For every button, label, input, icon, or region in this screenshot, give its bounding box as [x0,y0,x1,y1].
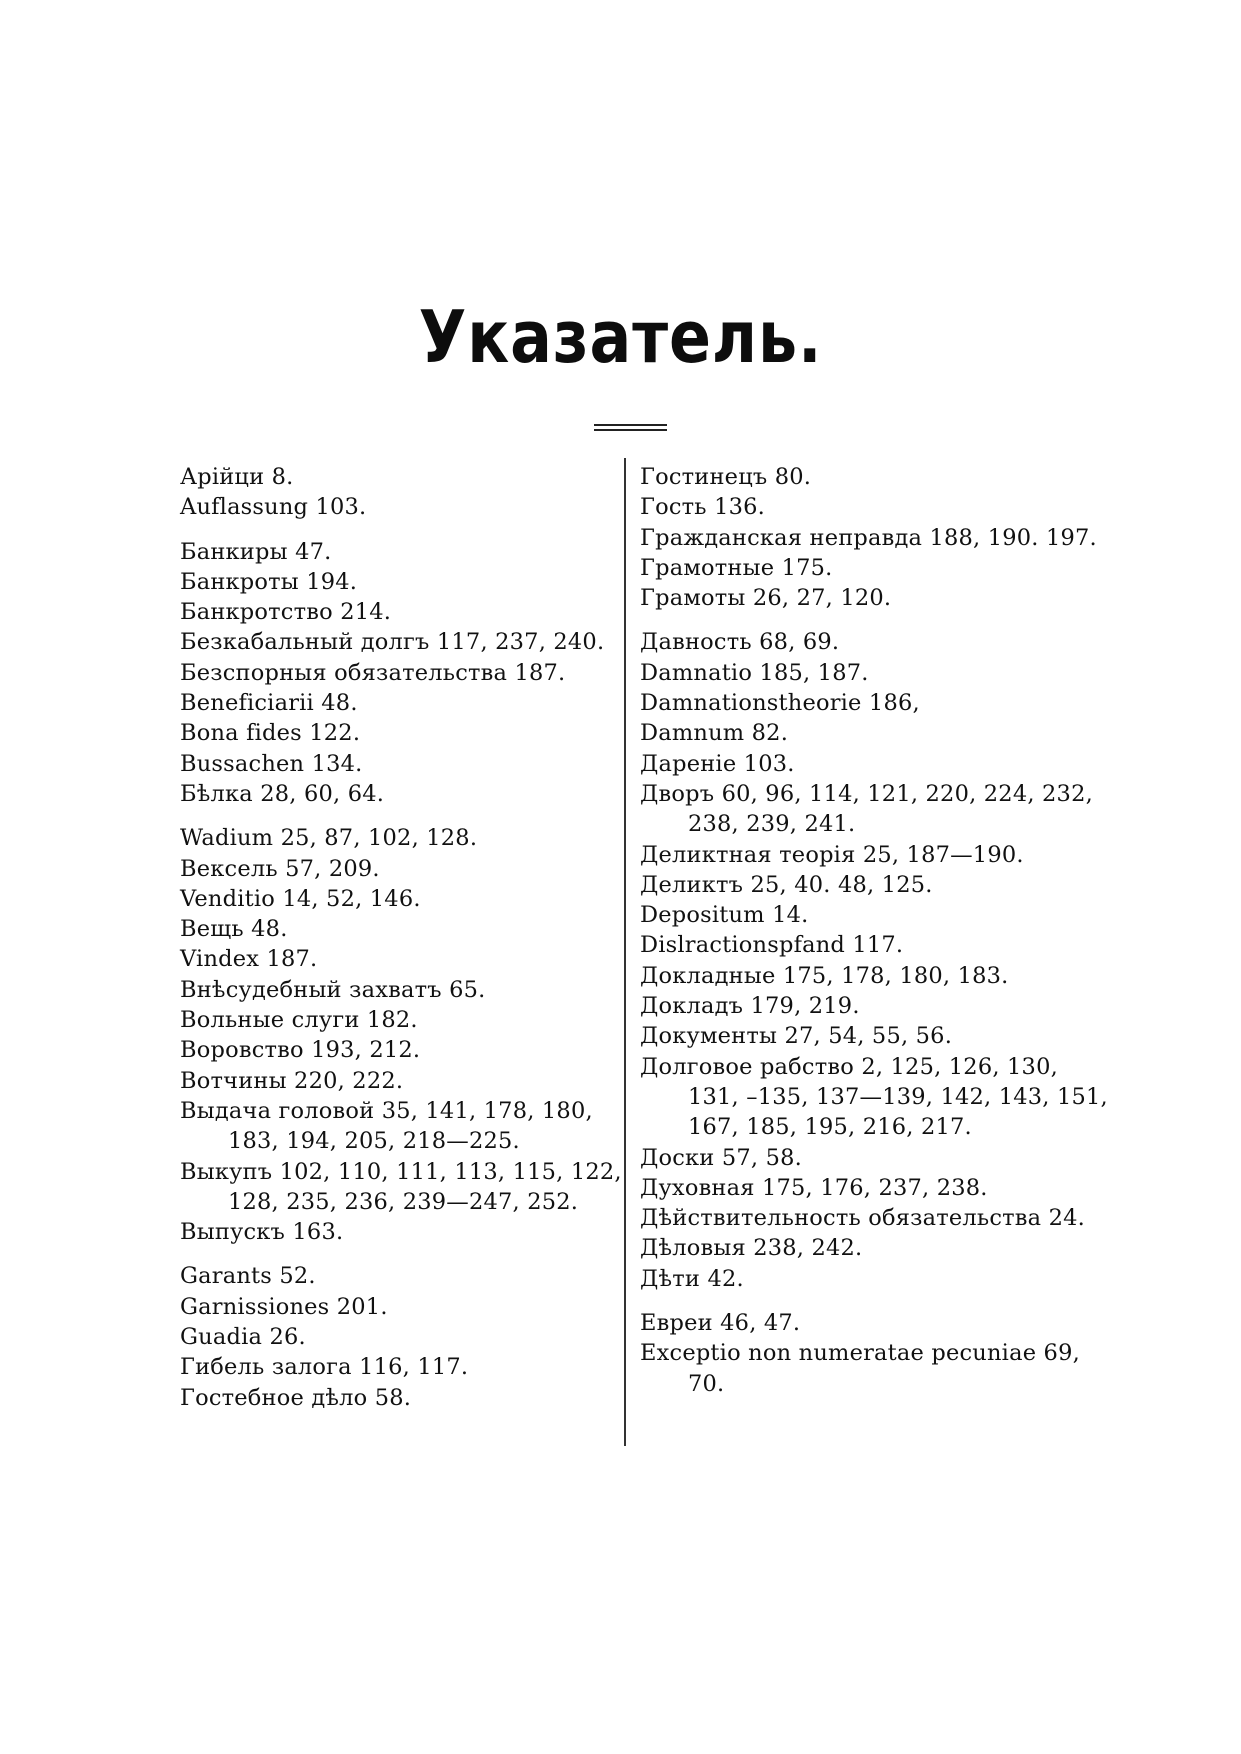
index-entry [180,567,620,597]
index-entry-text: Дѣти 42. [640,1265,744,1292]
index-entry [180,914,620,944]
index-entry-text: Гостинецъ 80. [640,464,812,490]
index-entry [180,1157,620,1218]
index-entry [180,823,620,853]
index-entry-text: Damnum 82. [640,720,789,747]
index-entry-text: Давность 68, 69. [640,629,840,656]
index-entry [640,840,1080,870]
index-entry [180,627,620,657]
index-entry-text: Дворъ 60, 96, 114, 121, 220, 224, 232, [640,780,1093,807]
index-entry [640,688,1080,718]
index-entry [640,1052,1108,1143]
index-entry [180,1261,620,1291]
index-entry-text: Выдача головой 35, 141, 178, 180, [180,1097,593,1124]
index-entry [180,1035,620,1065]
index-entry-text: Доски 57, 58. [640,1144,802,1171]
index-entry-text: Гостебное дѣло 58. [180,1384,412,1411]
index-entry [180,975,620,1005]
title-rule [594,424,667,431]
index-entry [180,1352,620,1382]
index-entry-text: Garnissiones 201. [180,1293,388,1320]
index-entry-text: Dislractionspfand 117. [640,932,904,959]
index-entry [180,944,620,974]
index-entry [180,1005,620,1035]
index-entry-text: Грамоты 26, 27, 120. [640,585,892,612]
index-entry-continuation: 183, 194, 205, 218—225. [228,1128,520,1155]
index-entry-text: Банкиры 47. [180,538,332,565]
index-entry [640,779,1093,840]
index-entry-text: Guadia 26. [180,1324,306,1351]
index-entry-text: Beneficiarii 48. [180,690,358,717]
index-entry-text: Безспорныя обязательства 187. [180,659,566,686]
index-column-left [180,462,620,1427]
index-entry [640,1233,1080,1263]
index-entry-text: Докладные 175, 178, 180, 183. [640,962,1009,989]
index-entry-text: Дареніе 103. [640,750,795,777]
index-entry-continuation: 131, –135, 137—139, 142, 143, 151, [688,1083,1108,1110]
index-entry-text: Деликтъ 25, 40. 48, 125. [640,871,933,898]
index-entry-text: Depositum 14. [640,902,809,929]
index-entry [180,1066,620,1096]
index-entry [640,658,1080,688]
index-group [640,627,1108,1294]
index-entry-continuation: 128, 235, 236, 239—247, 252. [228,1188,579,1215]
index-entry [640,1173,1080,1203]
index-entry-text: Exceptio non numeratae pecuniae 69, [640,1340,1080,1367]
index-entry-text: Банкротство 214. [180,599,392,626]
index-group [180,537,620,810]
index-entry-continuation: 238, 239, 241. [688,811,856,838]
index-entry [640,627,1080,657]
index-entry [180,779,620,809]
index-entry-text: Bussachen 134. [180,750,363,777]
column-divider [624,458,626,1446]
index-entry-text: Вещь 48. [180,916,288,943]
index-group [180,462,620,523]
index-entry [640,1338,1080,1399]
index-entry-text: Damnationstheorie 186, [640,690,920,717]
index-entry-text: Воровство 193, 212. [180,1037,421,1064]
index-entry [180,462,620,492]
index-entry-text: Venditio 14, 52, 146. [180,885,421,912]
index-entry [180,854,620,884]
index-entry [640,870,1080,900]
index-entry [640,462,1080,492]
index-entry-text: Гражданская неправда 188, 190. 197. [640,524,1097,551]
index-entry-text: Vindex 187. [180,946,318,973]
index-entry [640,583,1080,613]
index-entry-text: Гость 136. [640,494,765,521]
index-group [640,462,1097,613]
page-title: Указатель. [418,295,823,379]
index-entry-text: Духовная 175, 176, 237, 238. [640,1174,988,1201]
index-entry-text: Деликтная теорія 25, 187—190. [640,841,1024,868]
index-group [640,1308,1080,1399]
index-entry-text: Докладъ 179, 219. [640,993,860,1020]
index-entry-text: Внѣсудебный захватъ 65. [180,976,486,1003]
index-entry [640,749,1080,779]
index-column-right [640,462,1108,1413]
index-entry-text: Гибель залога 116, 117. [180,1354,469,1381]
index-entry-text: Bona fides 122. [180,720,361,747]
index-entry-text: Бѣлка 28, 60, 64. [180,780,385,807]
index-entry-text: Damnatio 185, 187. [640,659,869,686]
index-entry [640,553,1080,583]
index-entry-text: Вотчины 220, 222. [180,1067,404,1094]
index-entry-text: Грамотные 175. [640,554,833,581]
index-entry-text: Долговое рабство 2, 125, 126, 130, [640,1053,1058,1080]
index-entry-text: Банкроты 194. [180,568,358,595]
index-entry [180,658,620,688]
index-entry-text: Выкупъ 102, 110, 111, 113, 115, 122, [180,1158,622,1185]
index-entry [640,930,1080,960]
index-entry-text: Wadium 25, 87, 102, 128. [180,825,478,852]
index-entry [180,1217,620,1247]
index-entry-text: Дѣйствительность обязательства 24. [640,1205,1086,1232]
index-entry [640,523,1097,553]
index-entry [640,1143,1080,1173]
index-group [180,1261,620,1412]
index-entry [640,1308,1080,1338]
index-entry [180,688,620,718]
index-entry [640,991,1080,1021]
index-entry [640,900,1080,930]
index-entry [180,1096,620,1157]
index-entry [640,1264,1080,1294]
index-entry [640,961,1080,991]
index-entry [180,597,620,627]
index-entry [180,884,620,914]
index-entry [180,1292,620,1322]
index-entry-text: Вольные слуги 182. [180,1007,418,1034]
index-entry [180,1383,620,1413]
index-entry-text: Дѣловыя 238, 242. [640,1235,863,1262]
index-entry [640,718,1080,748]
index-entry [180,537,620,567]
index-entry-continuation: 70. [688,1370,725,1397]
index-entry [180,749,620,779]
index-entry [640,1021,1080,1051]
index-entry-text: Документы 27, 54, 55, 56. [640,1023,953,1050]
index-entry [180,1322,620,1352]
index-entry-text: Auflassung 103. [180,494,367,521]
index-entry-text: Выпускъ 163. [180,1219,344,1246]
index-entry-continuation: 167, 185, 195, 216, 217. [688,1114,972,1141]
index-entry [180,492,620,522]
index-entry-text: Безкабальный долгъ 117, 237, 240. [180,629,605,656]
index-group [180,823,620,1247]
index-entry [640,492,1080,522]
index-entry-text: Вексель 57, 209. [180,855,380,882]
index-entry-text: Garants 52. [180,1263,316,1290]
index-entry [640,1203,1086,1233]
index-entry [180,718,620,748]
index-entry-text: Евреи 46, 47. [640,1310,801,1337]
index-entry-text: Арійци 8. [180,464,294,490]
